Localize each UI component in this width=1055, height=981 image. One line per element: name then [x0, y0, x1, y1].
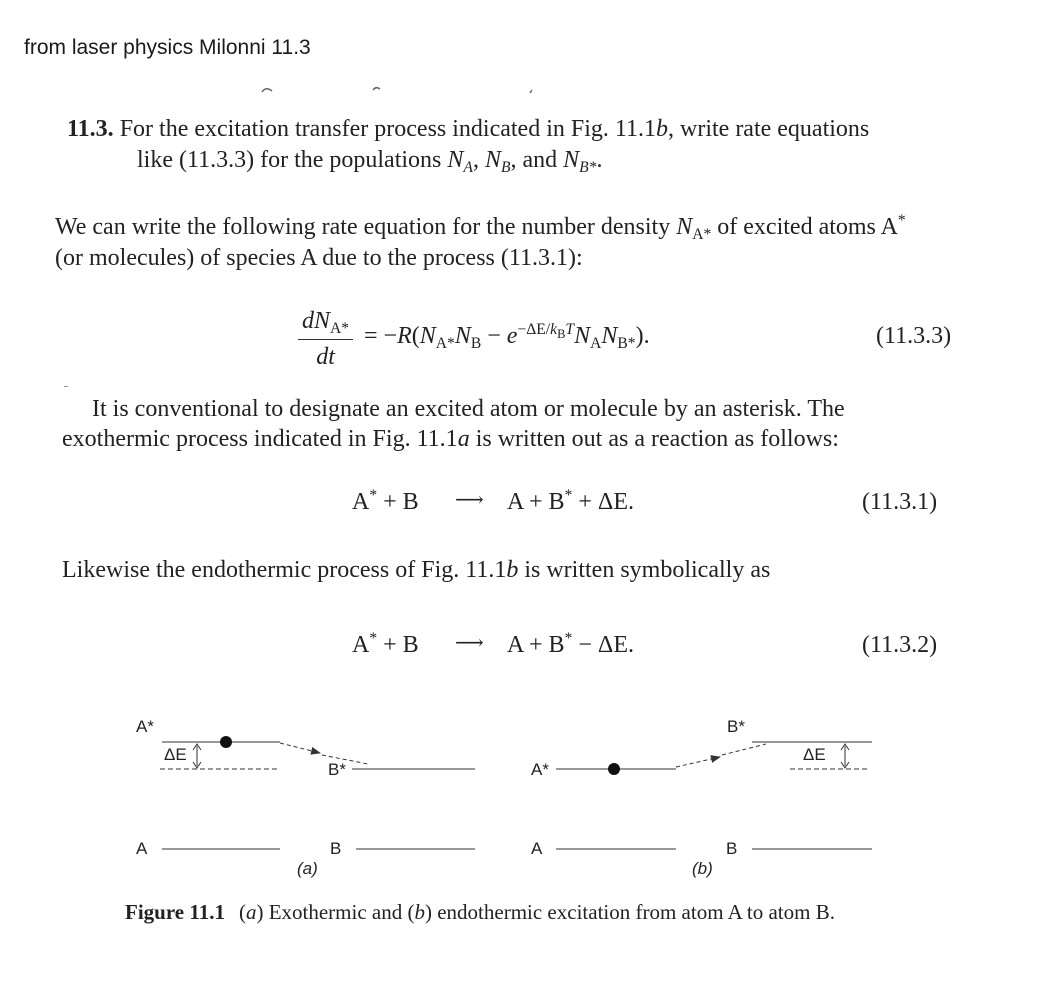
panel-a-b-star-label: B*: [328, 760, 346, 779]
panel-b-electron-dot: [608, 763, 620, 775]
equation-11-3-2-rhs: A + B* − ΔE.: [507, 630, 634, 658]
panel-b-a-label: A: [531, 839, 543, 858]
panel-b-label: (b): [692, 859, 713, 878]
figure-caption-text: (a) Exothermic and (b) endothermic excitation from atom A to atom B.: [238, 900, 835, 924]
paragraph-1-line-1: We can write the following rate equation for the number density $N_{A*}$ of excited atoms A*: [55, 212, 906, 243]
equation-11-3-3-number: (11.3.3): [876, 323, 952, 349]
equation-11-3-3-fraction: $dN_{A*}$ dt: [298, 308, 353, 371]
panel-a-label: (a): [297, 859, 318, 878]
figure-caption: [125, 900, 835, 925]
problem-number: 11.3.: [67, 116, 114, 142]
paragraph-2-line-1: It is conventional to designate an excited atom or molecule by an asterisk. The: [92, 396, 845, 422]
page-header: from laser physics Milonni 11.3: [24, 36, 311, 59]
panel-b-b-star-label: B*: [727, 717, 745, 736]
panel-b-delta-e-label: ΔE: [803, 745, 826, 764]
equation-11-3-2-number: (11.3.2): [862, 632, 938, 658]
equation-11-3-1-lhs: A* + B: [352, 487, 419, 515]
equation-11-3-2-lhs: A* + B: [352, 630, 419, 658]
panel-a-electron-dot: [220, 736, 232, 748]
equation-11-3-3-rhs: = $-R(N_{A*}N_B - e^{-\Delta E/k_BT}N_AN_{B*})$.: [364, 321, 650, 352]
panel-a-delta-e-label: ΔE: [164, 745, 187, 764]
equation-11-3-1-rhs: A + B* + ΔE.: [507, 487, 634, 515]
paragraph-1-line-2: (or molecules) of species A due to the process (11.3.1):: [55, 245, 583, 271]
panel-b-b-label: B: [726, 839, 738, 858]
panel-b-a-star-label: A*: [531, 760, 549, 779]
panel-a-a-star-label: A*: [136, 717, 154, 736]
paragraph-2-line-2: exothermic process indicated in Fig. 11.1a is written out as a reaction as follows:: [62, 426, 839, 452]
equation-11-3-2-arrow: ⟶: [455, 632, 484, 654]
figure-caption-label: Figure 11.1: [125, 900, 225, 924]
equation-11-3-1-arrow: ⟶: [455, 489, 484, 511]
problem-line-1-rendered: For the excitation transfer process indicated in Fig. 11.1b, write rate equations: [119, 116, 870, 142]
stray-mark: [64, 386, 68, 387]
paragraph-3: Likewise the endothermic process of Fig. 11.1b is written symbolically as: [62, 557, 771, 583]
panel-b-transfer-arrow: [676, 757, 720, 767]
figure-11-1-diagram: [0, 700, 1055, 900]
equation-11-3-1-number: (11.3.1): [862, 489, 938, 515]
cropped-text-fragments: [0, 80, 1055, 94]
panel-a-a-label: A: [136, 839, 148, 858]
panel-a-b-label: B: [330, 839, 342, 858]
problem-line-2: like (11.3.3) for the populations $N_A$, $N_B$, and $N_{B*}$.: [137, 147, 603, 176]
panel-a-transfer-arrow: [280, 743, 320, 753]
problem-statement: [67, 114, 1007, 176]
